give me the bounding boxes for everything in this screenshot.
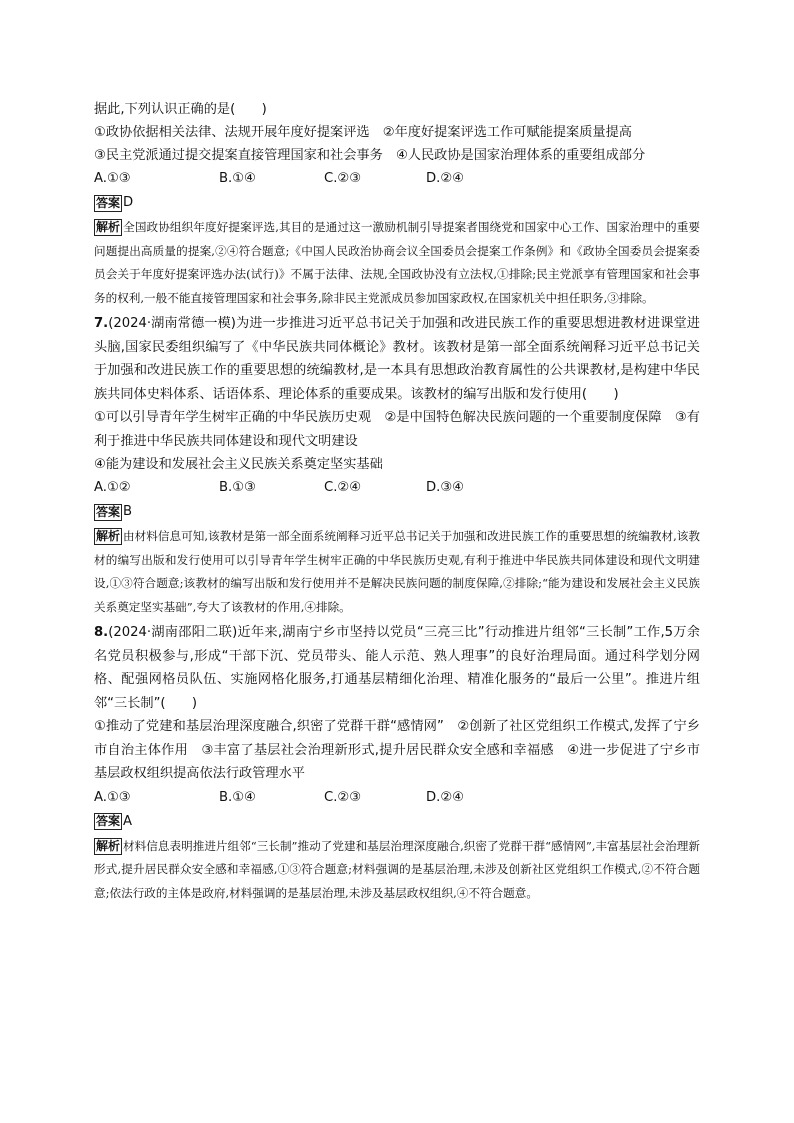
statement-block: ①可以引导青年学生树牢正确的中华民族历史观 ②是中国特色解决民族问题的一个重要制度保障 ③有利于推进中华民族共同体建设和现代文明建设 xyxy=(94,410,700,449)
statement-line: ①政协依据相关法律、法规开展年度好提案评选 ②年度好提案评选工作可赋能提案质量提高 xyxy=(94,125,632,140)
answer-value: A xyxy=(123,813,133,829)
options-row xyxy=(94,476,700,499)
analysis-text: 材料信息表明推进片组邻“三长制”推动了党建和基层治理深度融合,织密了党群干群“感情网”,丰富基层社会治理新形式,提升居民群众安全感和幸福感,①③符合题意;材料强调的是基层治理,未涉及创新社区党组织工作模式,②不符合题意;依法行政的主体是政府,材料强调的是基层治理,未涉及基层政权组织,④不符合题意。 xyxy=(94,838,700,900)
statement-line: ④能为建设和发展社会主义民族关系奠定坚实基础 xyxy=(94,457,383,472)
question-text: (2024·湖南邵阳二联)近年来,湖南宁乡市坚持以党员“三亮三比”行动推进片组邻“三长制”工作,5万余名党员积极参与,形成“干部下沉、党员带头、能人示范、熟人理事”的良好治理局面。通过科学划分网格、配强网格员队伍、实施网格化服务,打通基层精细化治理、精准化服务的“最后一公里”。推进片组邻“三长制”( ) xyxy=(94,625,700,711)
analysis-block xyxy=(94,216,700,310)
question-8 xyxy=(94,621,700,715)
options-row xyxy=(94,167,700,190)
option-c: C.②③ xyxy=(324,171,362,186)
options-row xyxy=(94,786,700,809)
question-stem: 据此,下列认识正确的是( ) xyxy=(94,102,267,117)
option-c: C.②④ xyxy=(324,480,362,495)
analysis-text: 由材料信息可知,该教材是第一部全面系统阐释习近平总书记关于加强和改进民族工作的重要思想的统编教材,该教材的编写出版和发行使用可以引导青年学生树牢正确的中华民族历史观,有利于推进中华民族共同体建设和现代文明建设,①③符合题意;该教材的编写出版和发行使用并不是解决民族问题的制度保障,②排除;“能为建设和发展社会主义民族关系奠定坚实基础”,夸大了该教材的作用,④排除。 xyxy=(94,529,700,614)
option-a: A.①③ xyxy=(94,171,131,186)
option-a: A.①③ xyxy=(94,789,131,805)
answer-row xyxy=(94,192,700,214)
option-d: D.③④ xyxy=(426,480,464,495)
question-text: (2024·湖南常德一模)为进一步推进习近平总书记关于加强和改进民族工作的重要思想进教材进课堂进头脑,国家民委组织编写了《中华民族共同体概论》教材。该教材是第一部全面系统阐释习近平总书记关于加强和改进民族工作的重要思想的统编教材,是一本具有思想政治教育属性的公共课教材,是构建中华民族共同体史料体系、话语体系、理论体系的重要成果。该教材的编写出版和发行使用( ) xyxy=(94,316,700,402)
analysis-block xyxy=(94,525,700,619)
analysis-text: 全国政协组织年度好提案评选,其目的是通过这一激励机制引导提案者围绕党和国家中心工作、国家治理中的重要问题提出高质量的提案,②④符合题意;《中国人民政治协商会议全国委员会提案工作条例》和《政协全国委员会提案委员会关于年度好提案评选办法(试行)》不属于法律、法规,全国政协没有立法权,①排除;民主党派享有管理国家和社会事务的权利,一般不能直接管理国家和社会事务,除非民主党派成员参加国家政权,在国家机关中担任职务,③排除。 xyxy=(94,220,700,305)
question-number: 7. xyxy=(94,316,109,331)
question-7 xyxy=(94,312,700,406)
option-d: D.②④ xyxy=(426,789,464,805)
analysis-block xyxy=(94,835,700,906)
option-b: B.①③ xyxy=(219,480,256,495)
statement-line: ③民主党派通过提交提案直接管理国家和社会事务 ④人民政协是国家治理体系的重要组成部分 xyxy=(94,148,646,163)
answer-value: B xyxy=(123,504,133,519)
answer-tag: 答案 xyxy=(96,814,121,828)
option-b: B.①④ xyxy=(219,789,256,805)
answer-value: D xyxy=(123,195,134,210)
answer-tag: 答案 xyxy=(96,504,121,519)
answer-tag: 答案 xyxy=(96,195,121,210)
option-a: A.①② xyxy=(94,480,131,495)
option-b: B.①④ xyxy=(219,171,256,186)
statement-block: ①推动了党建和基层治理深度融合,织密了党群干群“感情网” ②创新了社区党组织工作模式,发挥了宁乡市自治主体作用 ③丰富了基层社会治理新形式,提升居民群众安全感和幸福感 ④进一步促进了宁乡市基层政权组织提高依法行政管理水平 xyxy=(94,719,700,781)
document-page xyxy=(94,98,700,905)
analysis-tag: 解析 xyxy=(96,838,121,853)
answer-row xyxy=(94,501,700,523)
answer-row xyxy=(94,811,700,833)
option-d: D.②④ xyxy=(426,171,464,186)
analysis-tag: 解析 xyxy=(96,529,121,543)
question-number: 8. xyxy=(94,625,109,640)
option-c: C.②③ xyxy=(324,789,362,805)
analysis-tag: 解析 xyxy=(96,220,121,234)
